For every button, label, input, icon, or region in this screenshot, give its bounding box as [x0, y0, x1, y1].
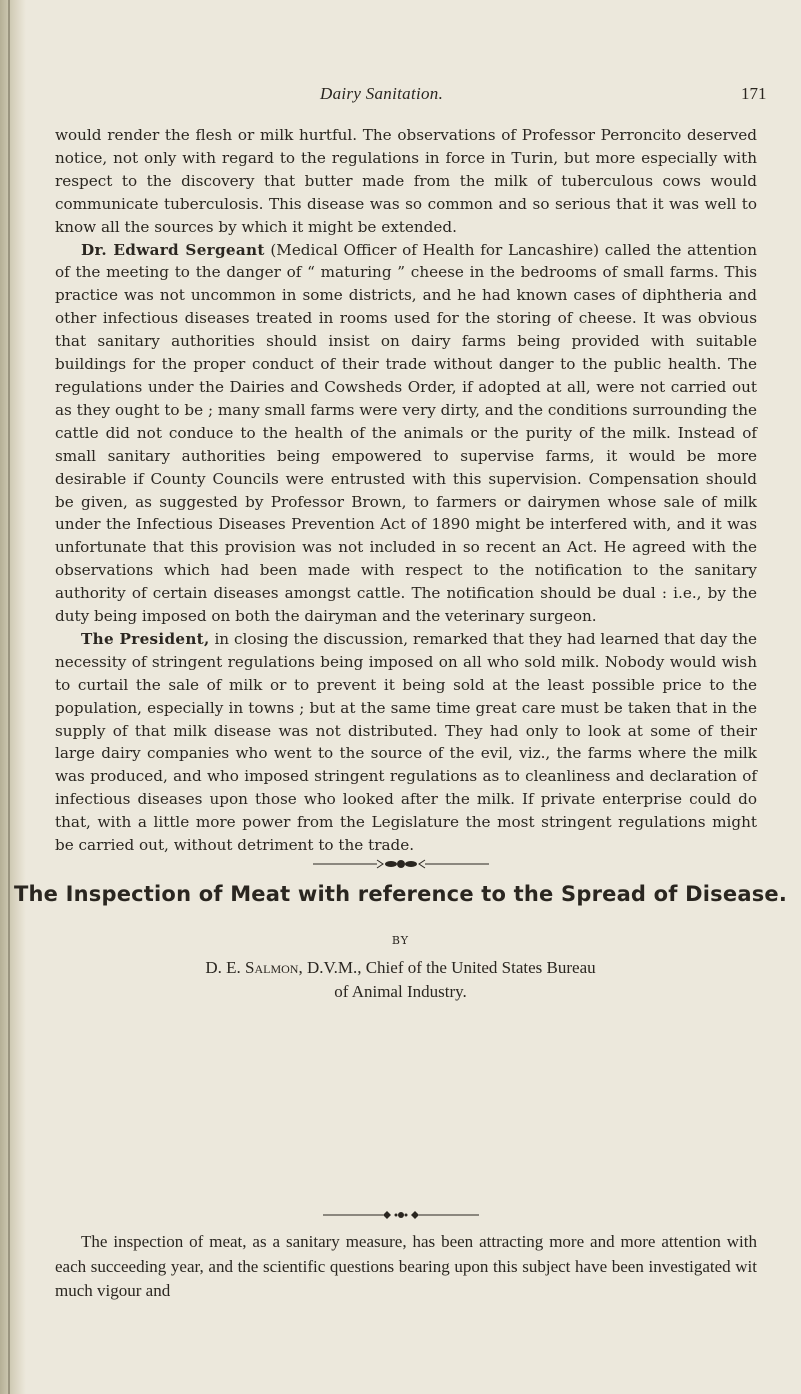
paragraph-continuation: would render the flesh or milk hurtful. The observations of Professor Perroncito deserved notice, not only with regard to the regulations in force in Turin, but more especially with respect to the discovery that butter made from the milk of tuberculous cows would communicate tuberculosis. This disease was so common and so serious that it was well to know all the sources by which it might be extended. — [55, 126, 757, 236]
paragraph-body: in closing the discussion, remarked that they had learned that day the necessity of stringent regulations being imposed on all who sold milk. Nobody would wish to curtail the sale of milk or to prevent it being sold at the least possible price to the population, especially in towns ; but at the same time great care must be taken that in the supply of that milk disease was not distributed. They had only to look at some of their large dairy companies who went to the source of the evil, viz., the farms where the milk was produced, and who imposed stringent regulations as to cleanliness and declaration of infectious diseases upon those who looked after the milk. If private enterprise could do that, with a little more power from the Legislature the most stringent regulations might be carried out, without detriment to the trade. — [55, 629, 757, 855]
author-affiliation: D.V.M., Chief of the United States Bureau — [302, 958, 596, 977]
article-body — [55, 1230, 757, 1304]
diamond-rule-icon — [321, 1209, 481, 1221]
author-name: D. E. Salmon, — [205, 958, 303, 977]
author-divider-ornament — [0, 1206, 801, 1225]
discussion-text — [55, 124, 757, 857]
page-number: 171 — [741, 84, 767, 103]
author-block — [0, 956, 801, 1004]
paragraph-sergeant — [55, 239, 757, 628]
binding-line — [8, 0, 10, 1394]
byline-label: BY — [391, 934, 410, 947]
article-title: The Inspection of Meat with reference to the Spread of Disease. — [13, 882, 788, 906]
running-title: Dairy Sanitation. — [320, 84, 444, 103]
section-divider-ornament — [0, 856, 801, 875]
divider-ornament-icon — [311, 857, 491, 871]
author-line-1 — [0, 956, 801, 980]
running-head — [0, 84, 801, 114]
page-binding-edge — [0, 0, 26, 1394]
speaker-name: Dr. Edward Sergeant — [81, 240, 265, 259]
paragraph-president — [55, 628, 757, 857]
paragraph-body: (Medical Officer of Health for Lancashire) called the attention of the meeting to the danger of “ maturing ” cheese in the bedrooms of small farms. This practice was not uncommon in some districts, and he had known cases of diphtheria and other infectious diseases treated in rooms used for the storing of cheese. It was obvious that sanitary authorities should insist on dairy farms being provided with suitable buildings for the proper conduct of their trade without danger to the public health. The regulations under the Dairies and Cowsheds Order, if adopted at all, were not carried out as they ought to be ; many small farms were very dirty, and the conditions surrounding the cattle did not conduce to the health of the animals or the purity of the milk. Instead of small sanitary authorities being empowered to supervise farms, it would be more desirable if County Councils were entrusted with this supervision. Compensation should be given, as suggested by Professor Brown, to farmers or dairymen whose sale of milk under the Infectious Diseases Prevention Act of 1890 might be interfered with, and it was unfortunate that this provision was not included in so recent an Act. He agreed with the observations which had been made with respect to the notification to the sanitary authority of certain diseases amongst cattle. The notification should be dual : i.e., by the duty being imposed on both the dairyman and the veterinary surgeon. — [55, 240, 757, 626]
article-opening-paragraph: The inspection of meat, as a sanitary measure, has been attracting more and more attention with each succeeding year, and the scientific questions bearing upon this subject have been investigated wit much vigour and — [55, 1232, 757, 1300]
author-line-2: of Animal Industry. — [334, 982, 467, 1001]
speaker-name: The President, — [81, 629, 210, 648]
